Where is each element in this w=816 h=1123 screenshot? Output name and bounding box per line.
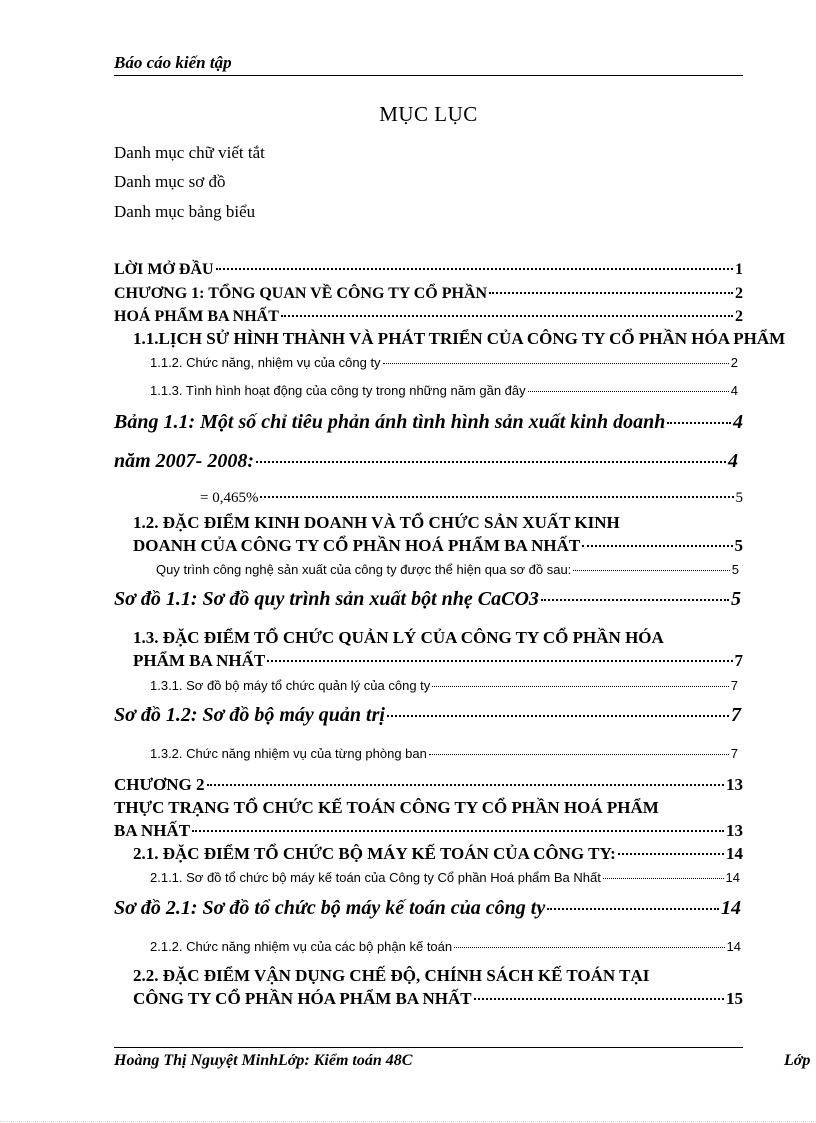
- toc-entry[interactable]: Sơ đồ 2.1: Sơ đồ tổ chức bộ máy kế toán của công ty 14: [114, 897, 741, 919]
- toc-entry[interactable]: 2.1.2. Chức năng nhiệm vụ của các bộ phận kế toán 14: [150, 939, 741, 954]
- toc-entry[interactable]: năm 2007- 2008: 4: [114, 450, 738, 472]
- toc-entry[interactable]: CÔNG TY CỔ PHẦN HÓA PHẨM BA NHẤT 15: [133, 989, 743, 1008]
- toc-entry[interactable]: 1.3.2. Chức năng nhiệm vụ của từng phòng ban 7: [150, 746, 738, 761]
- front-matter-abbreviations: Danh mục chữ viết tắt: [114, 143, 265, 162]
- header-title: Báo cáo kiến tập: [114, 53, 232, 72]
- toc-entry[interactable]: Sơ đồ 1.1: Sơ đồ quy trình sản xuất bột nhẹ CaCO3 5: [114, 588, 741, 610]
- toc-entry[interactable]: 1.2. ĐẶC ĐIỂM KINH DOANH VÀ TỔ CHỨC SẢN XUẤT KINH: [133, 513, 620, 532]
- header-divider: [114, 75, 743, 76]
- toc-entry[interactable]: Bảng 1.1: Một số chỉ tiêu phản ánh tình hình sản xuất kinh doanh 4: [114, 411, 743, 433]
- toc-entry[interactable]: DOANH CỦA CÔNG TY CỔ PHẦN HOÁ PHẨM BA NHẤT 5: [133, 536, 743, 555]
- toc-entry[interactable]: 2.2. ĐẶC ĐIỂM VẬN DỤNG CHẾ ĐỘ, CHÍNH SÁCH KẾ TOÁN TẠI: [133, 966, 650, 985]
- toc-entry[interactable]: THỰC TRẠNG TỔ CHỨC KẾ TOÁN CÔNG TY CỔ PHẦN HOÁ PHẨM: [114, 798, 659, 817]
- toc-entry[interactable]: Quy trình công nghệ sản xuất của công ty được thể hiện qua sơ đồ sau: 5: [156, 562, 739, 577]
- toc-entry[interactable]: = 0,465% 5: [200, 490, 743, 506]
- toc-entry[interactable]: 1.3.1. Sơ đồ bộ máy tổ chức quản lý của công ty 7: [150, 678, 738, 693]
- toc-entry[interactable]: 1.1.LỊCH SỬ HÌNH THÀNH VÀ PHÁT TRIỂN CỦA CÔNG TY CỔ PHẦN HÓA PHẨM: [133, 329, 786, 348]
- footer-author: Hoàng Thị Nguyệt MinhLớp: Kiểm toán 48C: [114, 1052, 413, 1069]
- front-matter-tables: Danh mục bảng biểu: [114, 202, 256, 221]
- toc-entry[interactable]: 2.1. ĐẶC ĐIỂM TỔ CHỨC BỘ MÁY KẾ TOÁN CỦA CÔNG TY: 14: [133, 844, 743, 863]
- toc-entry[interactable]: HOÁ PHẨM BA NHẤT 2: [114, 308, 743, 325]
- toc-entry[interactable]: BA NHẤT 13: [114, 821, 743, 840]
- toc-entry[interactable]: CHƯƠNG 1: TỔNG QUAN VỀ CÔNG TY CỔ PHẦN 2: [114, 285, 743, 302]
- toc-entry[interactable]: 2.1.1. Sơ đồ tổ chức bộ máy kế toán của Công ty Cổ phần Hoá phẩm Ba Nhất 14: [150, 870, 740, 885]
- toc-entry[interactable]: LỜI MỞ ĐẦU 1: [114, 261, 743, 278]
- footer-class-label: Lớp: [784, 1052, 811, 1069]
- toc-entry[interactable]: 1.1.3. Tình hình hoạt động của công ty trong những năm gần đây 4: [150, 383, 738, 398]
- toc-entry[interactable]: 1.1.2. Chức năng, nhiệm vụ của công ty 2: [150, 355, 738, 370]
- page-title: MỤC LỤC: [379, 102, 478, 126]
- page-bottom-edge: [0, 1121, 816, 1122]
- toc-entry[interactable]: 1.3. ĐẶC ĐIỂM TỔ CHỨC QUẢN LÝ CỦA CÔNG TY CỔ PHẦN HÓA: [133, 628, 664, 647]
- toc-entry[interactable]: Sơ đồ 1.2: Sơ đồ bộ máy quản trị 7: [114, 704, 741, 726]
- toc-entry[interactable]: PHẨM BA NHẤT 7: [133, 651, 743, 670]
- footer-divider: [114, 1047, 743, 1048]
- toc-entry[interactable]: CHƯƠNG 2 13: [114, 775, 743, 794]
- front-matter-diagrams: Danh mục sơ đồ: [114, 172, 226, 191]
